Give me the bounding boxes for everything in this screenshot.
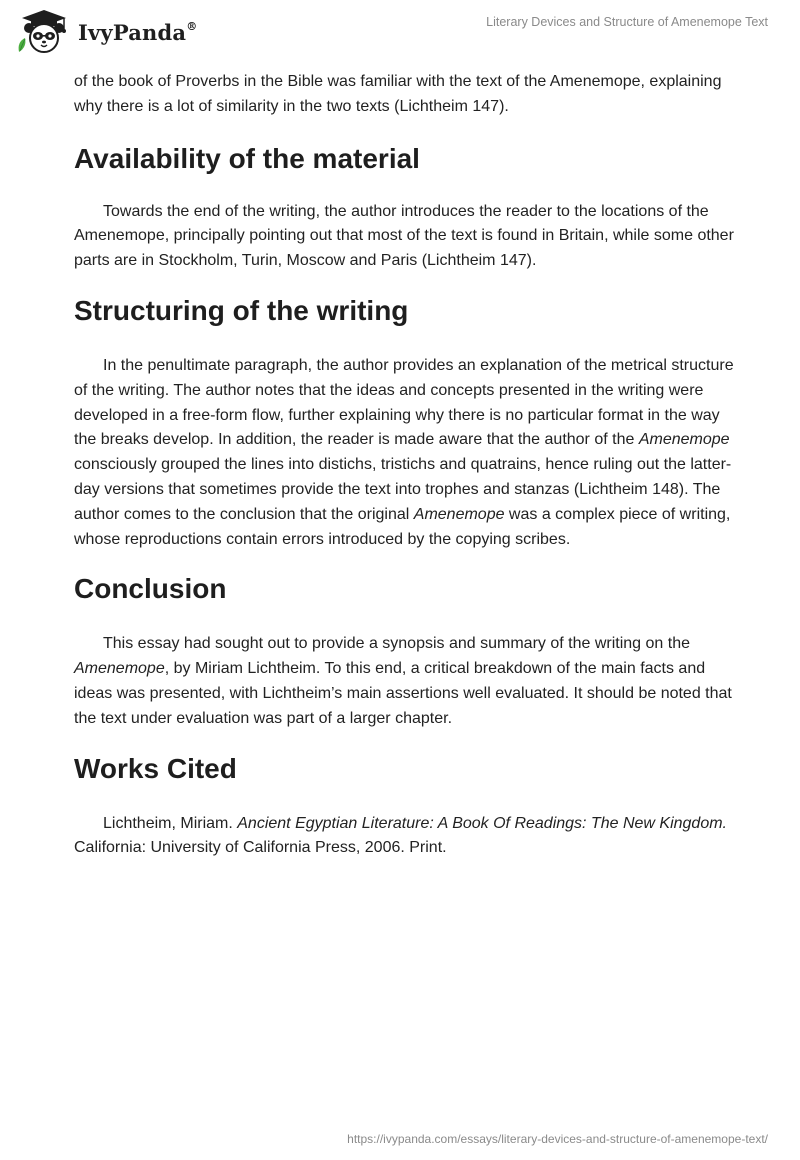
document-title: Literary Devices and Structure of Amenemope Text — [486, 15, 768, 29]
citation-title: Ancient Egyptian Literature: A Book Of Readings: The New Kingdom. — [237, 814, 727, 832]
ivypanda-logo-icon[interactable] — [16, 8, 72, 54]
structuring-text-2: consciously grouped the lines into distichs, tristichs and quatrains, hence ruling out the latter-day versions that sometimes provide the text into trophes and stanzas (Lichtheim 148). The author comes to the conclusion that the original — [74, 456, 732, 523]
paragraph-conclusion — [74, 632, 734, 731]
heading-structuring: Structuring of the writing — [74, 294, 409, 326]
citation-publisher: California: University of California Press, 2006. Print. — [74, 839, 447, 857]
heading-conclusion: Conclusion — [74, 573, 227, 605]
paragraph-availability: Towards the end of the writing, the author introduces the reader to the locations of the Amenemope, principally pointing out that most of the text is found in Britain, while some other parts are in Stockholm, Turin, Moscow and Paris (Lichtheim 147). — [74, 202, 734, 270]
conclusion-text-1: This essay had sought out to provide a synopsis and summary of the writing on the — [103, 635, 690, 653]
brand-text: IvyPanda — [78, 20, 187, 45]
heading-availability: Availability of the material — [74, 142, 420, 174]
structuring-text-3: was a complex piece of writing, whose reproductions contain errors introduced by the copying scribes. — [74, 505, 731, 548]
page-header — [0, 0, 800, 62]
paragraph-structuring — [74, 354, 734, 552]
heading-works-cited: Works Cited — [74, 752, 237, 784]
structuring-text-1: In the penultimate paragraph, the author provides an explanation of the metrical structure of the writing. The author notes that the ideas and concepts presented in the writing were developed in a free-form flow, further explaining why there is no particular format in the way the breaks develop. In addition, the reader is made aware that the author of the — [74, 356, 734, 449]
essay-content — [74, 70, 734, 861]
citation-author: Lichtheim, Miriam. — [103, 814, 238, 832]
conclusion-emphasis: Amenemope — [74, 660, 165, 678]
structuring-emphasis-1: Amenemope — [638, 431, 730, 449]
brand-name[interactable] — [78, 20, 197, 45]
intro-paragraph: of the book of Proverbs in the Bible was familiar with the text of the Amenemope, explaining why there is a lot of similarity in the two texts (Lichtheim 147). — [74, 73, 722, 115]
citation-entry — [74, 812, 734, 862]
footer-url-link[interactable]: https://ivypanda.com/essays/literary-devices-and-structure-of-amenemope-text/ — [347, 1132, 768, 1146]
structuring-emphasis-2: Amenemope — [413, 505, 505, 523]
conclusion-text-2: , by Miriam Lichtheim. To this end, a critical breakdown of the main facts and ideas was presented, with Lichtheim’s main assertions well evaluated. It should be noted that the text under evaluation was part of a larger chapter. — [74, 660, 732, 727]
registered-mark: ® — [186, 20, 198, 33]
